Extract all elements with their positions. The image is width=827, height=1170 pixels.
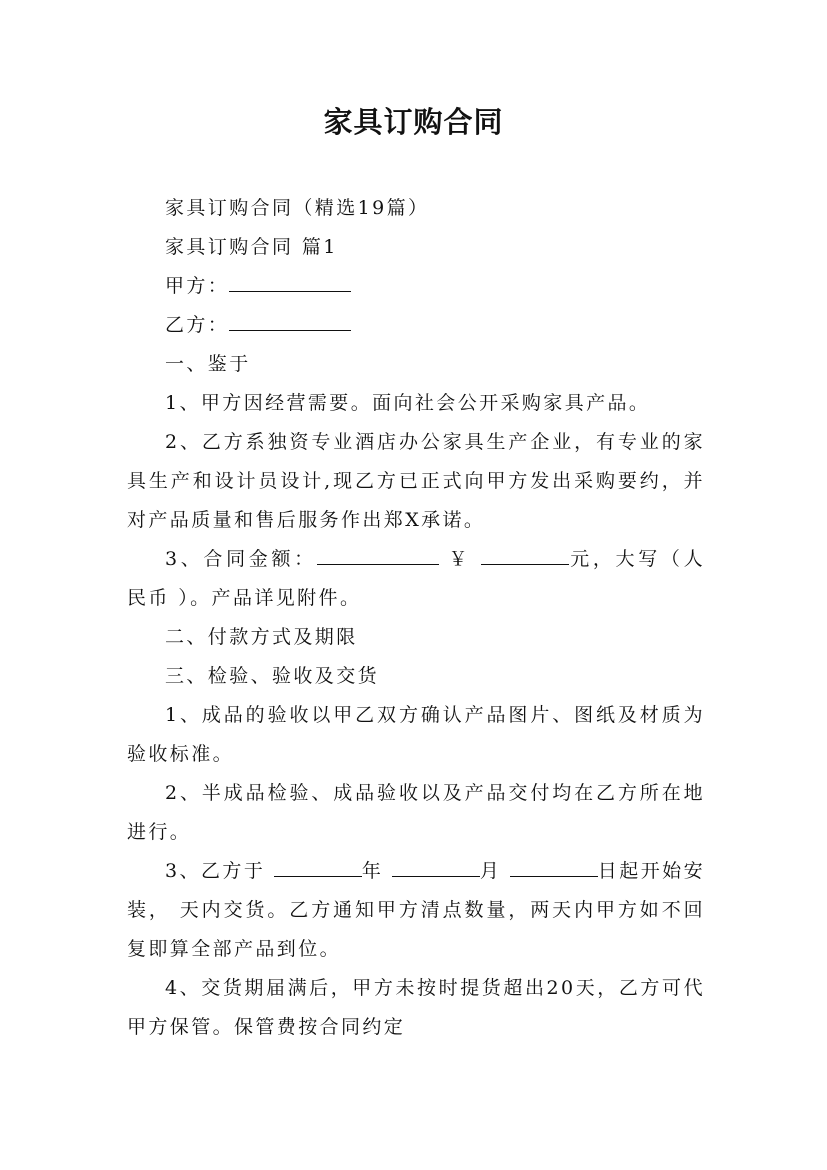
clause-3-3-tail: 日起开始安装， 天内交货。乙方通知甲方清点数量，两天内甲方如不回复即算全部产品到位。 [127,860,705,960]
clause-3-2: 2、半成品检验、成品验收以及产品交付均在乙方所在地进行。 [127,782,705,843]
month-blank [392,875,480,877]
yuan-symbol: ￥ [448,548,472,570]
clause-3-3-start: 3、乙方于 [165,860,266,882]
contract-amount-blank [317,563,439,565]
month-label: 月 [479,860,502,882]
clause-3-3 [127,852,705,969]
contract-amount-tail: 元，大写（人民币 ）。产品详见附件。 [127,548,705,609]
contract-amount-label: 3、合同金额： [165,548,317,570]
party-b-label: 乙方： [165,314,230,336]
party-a-label: 甲方： [165,275,230,297]
section-2-heading: 二、付款方式及期限 [165,626,358,648]
clause-3-1: 1、成品的验收以甲乙双方确认产品图片、图纸及材质为验收标准。 [127,704,705,765]
party-a-blank [229,290,351,292]
section-3-heading: 三、检验、验收及交货 [165,665,380,687]
clause-1-2: 2、乙方系独资专业酒店办公家具生产企业，有专业的家具生产和设计员设计,现乙方已正式向甲方发出采购要约，并对产品质量和售后服务作出郑X承诺。 [127,431,705,531]
day-blank [510,875,598,877]
document-title: 家具订购合同 [323,105,504,139]
document-body [127,189,705,1047]
clause-1-3 [127,540,705,618]
party-a-line [127,267,705,306]
clause-1-1: 1、甲方因经营需要。面向社会公开采购家具产品。 [165,392,651,414]
section-1-heading: 一、鉴于 [165,353,251,375]
year-blank [274,875,362,877]
party-b-line [127,306,705,345]
yuan-amount-blank [481,563,569,565]
doc-subheading-line: 家具订购合同 篇1 [165,236,338,258]
party-b-blank [229,329,351,331]
clause-3-4: 4、交货期届满后，甲方未按时提货超出20天，乙方可代甲方保管。保管费按合同约定 [127,977,705,1038]
year-label: 年 [361,860,384,882]
doc-heading-line: 家具订购合同（精选19篇） [165,197,430,219]
